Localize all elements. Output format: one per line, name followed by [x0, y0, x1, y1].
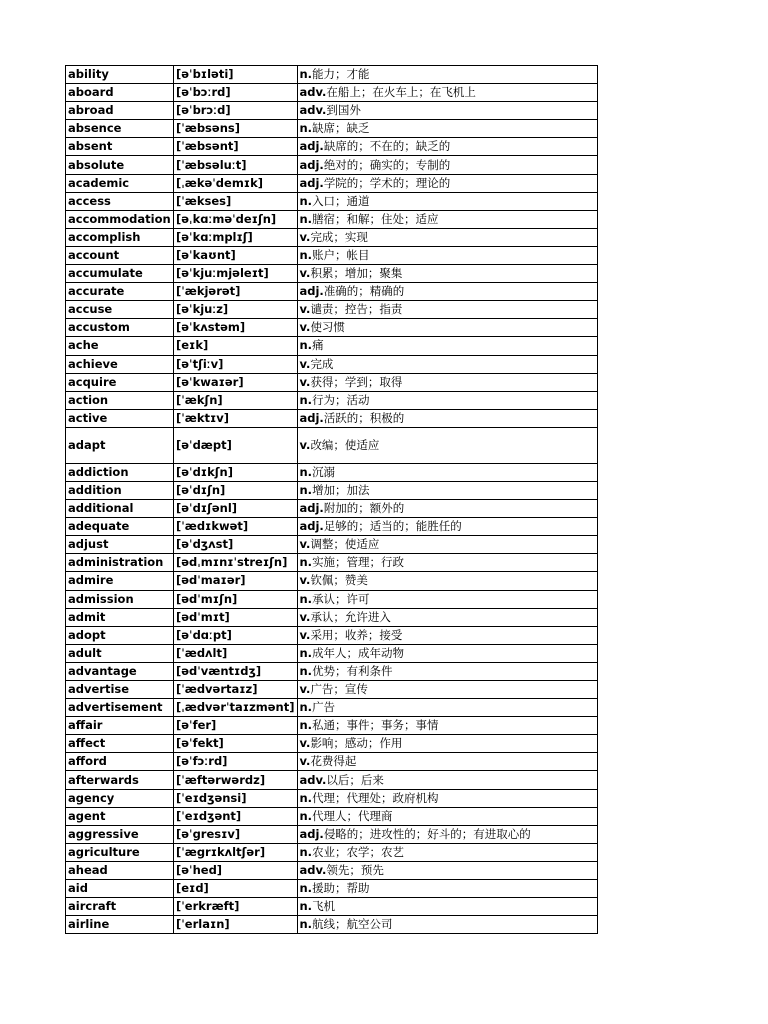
definition-cell	[297, 265, 597, 283]
word-cell: agriculture	[66, 843, 174, 861]
word-cell: accurate	[66, 283, 174, 301]
table-row	[66, 319, 598, 337]
part-of-speech: v.	[299, 573, 311, 588]
definition-cell	[297, 391, 597, 409]
meaning-text: 学院的；学术的；理论的	[323, 175, 451, 190]
table-row	[66, 463, 598, 481]
meaning-text: 附加的；额外的	[323, 501, 405, 516]
meaning-text: 获得；学到；取得	[310, 374, 403, 389]
word-cell: affair	[66, 717, 174, 735]
phonetic-cell: [ˈædɪkwət]	[174, 518, 298, 536]
table-row	[66, 84, 598, 102]
part-of-speech: n.	[299, 464, 313, 479]
meaning-text: 代理；代理处；政府机构	[312, 790, 439, 805]
table-row	[66, 301, 598, 319]
part-of-speech: n.	[299, 67, 313, 82]
part-of-speech: n.	[299, 899, 313, 914]
part-of-speech: adj.	[299, 157, 324, 172]
part-of-speech: v.	[299, 537, 311, 552]
part-of-speech: v.	[299, 320, 311, 335]
word-cell: administration	[66, 554, 174, 572]
word-cell: adult	[66, 644, 174, 662]
word-cell: absolute	[66, 156, 174, 174]
definition-cell	[297, 319, 597, 337]
phonetic-cell: [ˈæbsənt]	[174, 138, 298, 156]
table-row	[66, 228, 598, 246]
meaning-text: 账户；帐目	[312, 247, 370, 262]
meaning-text: 到国外	[326, 103, 361, 118]
table-row	[66, 355, 598, 373]
table-row	[66, 699, 598, 717]
part-of-speech: n.	[299, 211, 313, 226]
part-of-speech: n.	[299, 591, 313, 606]
word-cell: access	[66, 192, 174, 210]
word-cell: accumulate	[66, 265, 174, 283]
table-row	[66, 102, 598, 120]
phonetic-cell: [əˈkaʊnt]	[174, 246, 298, 264]
meaning-text: 广告；宣传	[310, 682, 368, 697]
definition-cell	[297, 717, 597, 735]
part-of-speech: adj.	[299, 175, 324, 190]
meaning-text: 私通；事件；事务；事情	[312, 718, 439, 733]
table-row	[66, 481, 598, 499]
meaning-text: 入口；通道	[312, 193, 370, 208]
phonetic-cell: [ˈeɪdʒənt]	[174, 807, 298, 825]
phonetic-cell: [əˈkjuːz]	[174, 301, 298, 319]
meaning-text: 广告	[312, 700, 336, 715]
part-of-speech: adj.	[299, 519, 324, 534]
phonetic-cell: [ədˈmɪt]	[174, 608, 298, 626]
word-cell: absent	[66, 138, 174, 156]
table-row	[66, 409, 598, 427]
table-row	[66, 174, 598, 192]
meaning-text: 痛	[312, 338, 324, 353]
part-of-speech: adv.	[299, 772, 327, 787]
meaning-text: 援助；帮助	[312, 881, 370, 896]
meaning-text: 行为；活动	[312, 392, 370, 407]
definition-cell	[297, 138, 597, 156]
word-cell: aboard	[66, 84, 174, 102]
table-row	[66, 843, 598, 861]
word-cell: adjust	[66, 536, 174, 554]
table-row	[66, 500, 598, 518]
table-row	[66, 880, 598, 898]
definition-cell	[297, 735, 597, 753]
meaning-text: 承认；许可	[312, 591, 370, 606]
meaning-text: 沉溺	[312, 464, 336, 479]
meaning-text: 膳宿；和解；住处；适应	[312, 211, 439, 226]
part-of-speech: adv.	[299, 103, 327, 118]
phonetic-cell: [ˈerlaɪn]	[174, 916, 298, 934]
word-cell: admire	[66, 572, 174, 590]
word-cell: acquire	[66, 373, 174, 391]
meaning-text: 谴责；控告；指责	[310, 302, 403, 317]
meaning-text: 承认；允许进入	[310, 609, 391, 624]
word-cell: academic	[66, 174, 174, 192]
meaning-text: 足够的；适当的；能胜任的	[323, 519, 462, 534]
meaning-text: 农业；农学；农艺	[312, 844, 405, 859]
meaning-text: 钦佩；赞美	[310, 573, 368, 588]
meaning-text: 缺席；缺乏	[312, 121, 370, 136]
word-cell: advertise	[66, 681, 174, 699]
word-cell: abroad	[66, 102, 174, 120]
meaning-text: 完成	[310, 356, 334, 371]
table-row	[66, 536, 598, 554]
definition-cell	[297, 66, 597, 84]
phonetic-cell: [əˈfekt]	[174, 735, 298, 753]
table-row	[66, 265, 598, 283]
meaning-text: 准确的；精确的	[323, 284, 405, 299]
phonetic-cell: [ˌækəˈdemɪk]	[174, 174, 298, 192]
part-of-speech: n.	[299, 700, 313, 715]
phonetic-cell: [əˈdɪʃn]	[174, 481, 298, 499]
phonetic-cell: [ˈæftərwərdz]	[174, 771, 298, 789]
part-of-speech: v.	[299, 682, 311, 697]
table-row	[66, 337, 598, 355]
meaning-text: 飞机	[312, 899, 336, 914]
table-row	[66, 210, 598, 228]
part-of-speech: n.	[299, 483, 313, 498]
part-of-speech: n.	[299, 663, 313, 678]
definition-cell	[297, 301, 597, 319]
part-of-speech: n.	[299, 338, 313, 353]
definition-cell	[297, 427, 597, 463]
phonetic-cell: [əˈkɑːmplɪʃ]	[174, 228, 298, 246]
part-of-speech: adj.	[299, 410, 324, 425]
definition-cell	[297, 192, 597, 210]
definition-cell	[297, 283, 597, 301]
phonetic-cell: [əˈkʌstəm]	[174, 319, 298, 337]
phonetic-cell: [əˈdæpt]	[174, 427, 298, 463]
definition-cell	[297, 843, 597, 861]
meaning-text: 在船上；在火车上；在飞机上	[326, 85, 476, 100]
table-row	[66, 681, 598, 699]
word-cell: admit	[66, 608, 174, 626]
word-cell: aggressive	[66, 825, 174, 843]
part-of-speech: n.	[299, 917, 313, 932]
phonetic-cell: [əˈkwaɪər]	[174, 373, 298, 391]
meaning-text: 代理人；代理商	[312, 808, 393, 823]
definition-cell	[297, 210, 597, 228]
meaning-text: 花费得起	[310, 754, 357, 769]
table-row	[66, 753, 598, 771]
meaning-text: 使习惯	[310, 320, 345, 335]
definition-cell	[297, 84, 597, 102]
word-cell: adequate	[66, 518, 174, 536]
phonetic-cell: [ˈækjərət]	[174, 283, 298, 301]
phonetic-cell: [əˈdɪkʃn]	[174, 463, 298, 481]
definition-cell	[297, 662, 597, 680]
table-row	[66, 518, 598, 536]
phonetic-cell: [ˈerkræft]	[174, 898, 298, 916]
definition-cell	[297, 880, 597, 898]
part-of-speech: n.	[299, 881, 313, 896]
definition-cell	[297, 373, 597, 391]
part-of-speech: n.	[299, 392, 313, 407]
word-cell: active	[66, 409, 174, 427]
part-of-speech: v.	[299, 609, 311, 624]
phonetic-cell: [ədˈmaɪər]	[174, 572, 298, 590]
definition-cell	[297, 481, 597, 499]
table-row	[66, 283, 598, 301]
definition-cell	[297, 572, 597, 590]
table-row	[66, 626, 598, 644]
phonetic-cell: [əˈhed]	[174, 861, 298, 879]
word-cell: accustom	[66, 319, 174, 337]
definition-cell	[297, 789, 597, 807]
part-of-speech: v.	[299, 356, 311, 371]
part-of-speech: adj.	[299, 826, 324, 841]
table-row	[66, 916, 598, 934]
phonetic-cell: [ˈeɪdʒənsi]	[174, 789, 298, 807]
word-cell: agent	[66, 807, 174, 825]
definition-cell	[297, 807, 597, 825]
table-row	[66, 608, 598, 626]
table-row	[66, 590, 598, 608]
table-row	[66, 644, 598, 662]
table-row	[66, 120, 598, 138]
phonetic-cell: [ˈækses]	[174, 192, 298, 210]
table-row	[66, 138, 598, 156]
part-of-speech: v.	[299, 736, 311, 751]
phonetic-cell: [ˌædvərˈtaɪzmənt]	[174, 699, 298, 717]
table-row	[66, 825, 598, 843]
definition-cell	[297, 771, 597, 789]
table-row	[66, 391, 598, 409]
part-of-speech: v.	[299, 754, 311, 769]
word-cell: ache	[66, 337, 174, 355]
meaning-text: 成年人；成年动物	[312, 645, 405, 660]
meaning-text: 优势；有利条件	[312, 663, 393, 678]
phonetic-cell: [eɪk]	[174, 337, 298, 355]
phonetic-cell: [ədˌmɪnɪˈstreɪʃn]	[174, 554, 298, 572]
phonetic-cell: [əˈfɔːrd]	[174, 753, 298, 771]
part-of-speech: n.	[299, 645, 313, 660]
part-of-speech: v.	[299, 302, 311, 317]
part-of-speech: v.	[299, 437, 311, 452]
definition-cell	[297, 500, 597, 518]
definition-cell	[297, 120, 597, 138]
meaning-text: 改编；使适应	[310, 437, 380, 452]
meaning-text: 侵略的；进攻性的；好斗的；有进取心的	[323, 826, 531, 841]
meaning-text: 以后；后来	[326, 772, 384, 787]
definition-cell	[297, 608, 597, 626]
part-of-speech: n.	[299, 844, 313, 859]
meaning-text: 绝对的；确实的；专制的	[323, 157, 451, 172]
phonetic-cell: [ˈægrɪkʌltʃər]	[174, 843, 298, 861]
meaning-text: 影响；感动；作用	[310, 736, 403, 751]
meaning-text: 完成；实现	[310, 229, 368, 244]
phonetic-cell: [ədˈvæntɪdʒ]	[174, 662, 298, 680]
definition-cell	[297, 554, 597, 572]
part-of-speech: v.	[299, 266, 311, 281]
part-of-speech: v.	[299, 229, 311, 244]
phonetic-cell: [əˈbɔːrd]	[174, 84, 298, 102]
definition-cell	[297, 228, 597, 246]
meaning-text: 实施；管理；行政	[312, 555, 405, 570]
table-row	[66, 789, 598, 807]
table-row	[66, 192, 598, 210]
table-row	[66, 717, 598, 735]
phonetic-cell: [ˈæbsəluːt]	[174, 156, 298, 174]
table-row	[66, 771, 598, 789]
word-cell: achieve	[66, 355, 174, 373]
meaning-text: 缺席的；不在的；缺乏的	[323, 139, 451, 154]
word-cell: accommodation	[66, 210, 174, 228]
part-of-speech: n.	[299, 808, 313, 823]
table-row	[66, 861, 598, 879]
part-of-speech: n.	[299, 121, 313, 136]
definition-cell	[297, 861, 597, 879]
word-cell: accomplish	[66, 228, 174, 246]
meaning-text: 增加；加法	[312, 483, 370, 498]
definition-cell	[297, 102, 597, 120]
definition-cell	[297, 156, 597, 174]
phonetic-cell: [əˈgresɪv]	[174, 825, 298, 843]
part-of-speech: adj.	[299, 139, 324, 154]
phonetic-cell: [əˈfer]	[174, 717, 298, 735]
part-of-speech: adv.	[299, 85, 327, 100]
phonetic-cell: [əˈbrɔːd]	[174, 102, 298, 120]
word-cell: advantage	[66, 662, 174, 680]
phonetic-cell: [əˈtʃiːv]	[174, 355, 298, 373]
word-cell: afterwards	[66, 771, 174, 789]
definition-cell	[297, 626, 597, 644]
word-cell: addiction	[66, 463, 174, 481]
word-cell: admission	[66, 590, 174, 608]
word-cell: accuse	[66, 301, 174, 319]
word-cell: adopt	[66, 626, 174, 644]
word-cell: ahead	[66, 861, 174, 879]
table-row	[66, 898, 598, 916]
word-cell: advertisement	[66, 699, 174, 717]
table-row	[66, 807, 598, 825]
definition-cell	[297, 898, 597, 916]
word-cell: action	[66, 391, 174, 409]
meaning-text: 调整；使适应	[310, 537, 380, 552]
word-cell: account	[66, 246, 174, 264]
phonetic-cell: [ˈækʃn]	[174, 391, 298, 409]
part-of-speech: n.	[299, 790, 313, 805]
definition-cell	[297, 337, 597, 355]
part-of-speech: n.	[299, 555, 313, 570]
table-row	[66, 572, 598, 590]
definition-cell	[297, 409, 597, 427]
meaning-text: 能力；才能	[312, 67, 370, 82]
table-row	[66, 554, 598, 572]
phonetic-cell: [ˈædʌlt]	[174, 644, 298, 662]
meaning-text: 航线；航空公司	[312, 917, 393, 932]
phonetic-cell: [əˈkjuːmjəleɪt]	[174, 265, 298, 283]
vocabulary-table	[65, 65, 598, 934]
part-of-speech: v.	[299, 627, 311, 642]
phonetic-cell: [ˈædvərtaɪz]	[174, 681, 298, 699]
definition-cell	[297, 518, 597, 536]
part-of-speech: adv.	[299, 862, 327, 877]
part-of-speech: n.	[299, 247, 313, 262]
word-cell: afford	[66, 753, 174, 771]
word-cell: aid	[66, 880, 174, 898]
definition-cell	[297, 590, 597, 608]
phonetic-cell: [əˈbɪləti]	[174, 66, 298, 84]
table-row	[66, 427, 598, 463]
phonetic-cell: [əˌkɑːməˈdeɪʃn]	[174, 210, 298, 228]
definition-cell	[297, 355, 597, 373]
definition-cell	[297, 699, 597, 717]
definition-cell	[297, 916, 597, 934]
phonetic-cell: [ˈæktɪv]	[174, 409, 298, 427]
table-row	[66, 735, 598, 753]
definition-cell	[297, 825, 597, 843]
word-cell: ability	[66, 66, 174, 84]
word-cell: airline	[66, 916, 174, 934]
table-row	[66, 662, 598, 680]
word-cell: affect	[66, 735, 174, 753]
word-cell: aircraft	[66, 898, 174, 916]
part-of-speech: v.	[299, 374, 311, 389]
part-of-speech: adj.	[299, 501, 324, 516]
definition-cell	[297, 536, 597, 554]
definition-cell	[297, 174, 597, 192]
meaning-text: 采用；收养；接受	[310, 627, 403, 642]
word-cell: absence	[66, 120, 174, 138]
part-of-speech: n.	[299, 193, 313, 208]
word-cell: adapt	[66, 427, 174, 463]
phonetic-cell: [ədˈmɪʃn]	[174, 590, 298, 608]
word-cell: addition	[66, 481, 174, 499]
definition-cell	[297, 463, 597, 481]
definition-cell	[297, 681, 597, 699]
table-row	[66, 373, 598, 391]
table-row	[66, 156, 598, 174]
word-cell: agency	[66, 789, 174, 807]
table-row	[66, 246, 598, 264]
meaning-text: 领先；预先	[326, 862, 384, 877]
phonetic-cell: [əˈdɪʃənl]	[174, 500, 298, 518]
phonetic-cell: [əˈdɑːpt]	[174, 626, 298, 644]
meaning-text: 活跃的；积极的	[323, 410, 405, 425]
meaning-text: 积累；增加；聚集	[310, 266, 403, 281]
phonetic-cell: [eɪd]	[174, 880, 298, 898]
definition-cell	[297, 753, 597, 771]
phonetic-cell: [ˈæbsəns]	[174, 120, 298, 138]
definition-cell	[297, 246, 597, 264]
word-cell: additional	[66, 500, 174, 518]
definition-cell	[297, 644, 597, 662]
vocabulary-rows	[66, 66, 598, 934]
table-row	[66, 66, 598, 84]
part-of-speech: adj.	[299, 284, 324, 299]
part-of-speech: n.	[299, 718, 313, 733]
phonetic-cell: [əˈdʒʌst]	[174, 536, 298, 554]
